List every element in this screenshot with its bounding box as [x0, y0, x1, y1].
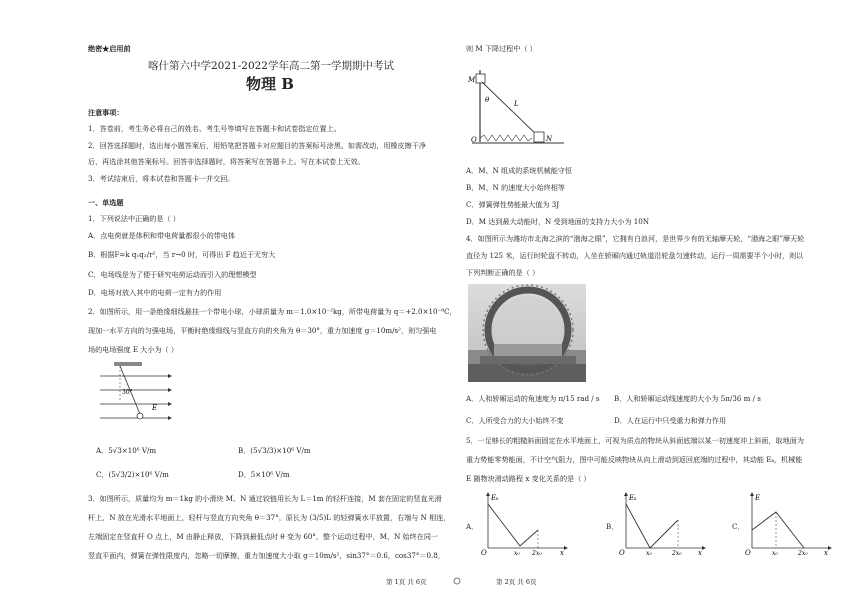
q2-line: 场的电场强度 E 大小为（ ） [88, 345, 178, 354]
q1-option-d: D．电场对放入其中的电荷一定有力的作用 [88, 288, 222, 297]
axis-origin: O [619, 549, 625, 556]
q1-option-c: C．电场线是为了便于研究电荷运动而引入的理想模型 [88, 270, 257, 279]
tick-x0: x₀ [772, 550, 778, 556]
tick-2x0: 2x₀ [672, 550, 682, 556]
tick-2x0: 2x₀ [532, 550, 542, 556]
q5-line: 重力势能零势能面，不计空气阻力，图中可能反映物块从向上滑动到返回底端的过程中，其动能 Eₖ，机械能 [466, 455, 803, 464]
field-label: E [152, 404, 158, 412]
light-rod [482, 82, 540, 138]
block-m [476, 74, 485, 83]
spring [480, 135, 532, 141]
q5-graph-c [744, 490, 834, 556]
q3-line: 竖直平面内，弹簧在弹性限度内，忽略一切摩擦，重力加速度大小取 g＝10m/s²，sin37°＝0.6，cos37°＝0.8， [88, 551, 445, 560]
q4-option-a: A．人和轿厢运动的角速度为 π/15 rad / s [466, 394, 600, 403]
q5-graph-a [480, 490, 570, 556]
axis-origin: O [745, 549, 751, 556]
q2-option-d: D．5×10⁶ V/m [238, 470, 290, 479]
axis-ek: Eₖ [629, 494, 637, 502]
q2-figure [96, 360, 176, 432]
axis-e: E [755, 494, 761, 502]
q4-option-c: C．人所受合力的大小始终不变 [466, 416, 564, 425]
q3-line: 杆上，N 放在光滑水平地面上，轻杆与竖直方向夹角 θ＝37°，原长为 (3/5)L 的轻弹簧水平放置，右端与 N 相连， [88, 513, 451, 522]
binding-circle-icon [452, 576, 462, 586]
page-number-2: 第 2页 共 6页 [496, 578, 537, 586]
label-l: L [514, 100, 519, 108]
axis-x: x [560, 549, 564, 556]
q4-line: 直径为 125 米，运行时轮盘不转动，人坐在轿厢内通过轨道沿轮盘匀速转动，运行一周需要半个小时，则以 [466, 251, 804, 260]
charged-ball [137, 413, 143, 419]
q1-stem: 1．下列说法中正确的是（ ） [88, 214, 180, 223]
tick-x0: x₀ [646, 550, 652, 556]
q5-option-b-label: B． [606, 522, 619, 531]
q3-option-d: D．M 达到最大动能时，N 受到地面的支持力大小为 10N [466, 217, 650, 226]
axis-x: x [824, 549, 828, 556]
q4-line: 下列判断正确的是（ ） [466, 268, 540, 277]
block-n [534, 132, 544, 142]
q1-option-b [88, 250, 275, 259]
note-item: 3．考试结束后，将本试卷和答题卡一并交回。 [88, 174, 235, 183]
page-number-1: 第 1页 共 6页 [386, 578, 427, 586]
note-item: 2．回答选择题时，选出每小题答案后，用铅笔把答题卡对应题目的答案标号涂黑。如需改动，用橡皮擦干净 [88, 141, 426, 150]
q5-option-a-label: A． [466, 522, 479, 531]
graph-a-line [488, 504, 538, 546]
q3-option-a: A．M、N 组成的系统机械能守恒 [466, 166, 572, 175]
axis-origin: O [481, 549, 487, 556]
q3-line: 则 M 下降过程中（ ） [466, 44, 537, 53]
label-n: N [546, 135, 553, 143]
q5-option-c-label: C． [732, 522, 745, 531]
axis-x: x [698, 549, 702, 556]
q4-option-b: B．人和轿厢运动线速度的大小为 5π/36 m / s [614, 394, 761, 403]
q3-figure [468, 66, 568, 150]
axis-ek: Eₖ [491, 494, 499, 502]
q5-graph-b [618, 490, 708, 556]
tick-2x0: 2x₀ [798, 550, 808, 556]
ceiling-hatch [114, 362, 142, 366]
q1-option-a: A．点电荷就是体积和带电荷量都很小的带电体 [88, 231, 235, 240]
q5-line: E 随物块滑动路程 x 变化关系的是（ ） [466, 474, 591, 483]
exam-title: 喀什第六中学2021-2022学年高二第一学期期中考试 [148, 60, 394, 72]
angle-label: 30° [122, 389, 133, 396]
q3-line: 3．如图所示，质量均为 m＝1kg 的小滑块 M、N 通过铰链用长为 L＝1m 的轻杆连接，M 套在固定的竖直光滑 [88, 494, 442, 503]
note-item: 后，再选涂其他答案标号。回答非选择题时，将答案写在答题卡上。写在本试卷上无效。 [88, 157, 365, 166]
q4-line: 4．如图所示为潍坊市北海之滨的“渤海之眼”，它拥有白浪河，是世界少有的无轴摩天轮，“渤海之眼”摩天轮 [466, 234, 805, 243]
section-heading: 一、单选题 [88, 198, 124, 207]
q2-option-b: B．(5√3/3)×10⁶ V/m [238, 446, 311, 455]
q1-b-formula: F=k q₁q₂/r² [114, 250, 156, 259]
q1-b-suffix: ，当 r→0 时，可得出 F 趋近于无穷大 [155, 250, 276, 259]
q2-option-c: C．(5√3/2)×10⁶ V/m [96, 470, 169, 479]
q2-line: 2．如图所示，用一条绝缘细线悬挂一个带电小球，小球质量为 m＝1.0×10⁻²kg，所带电荷量为 q＝+2.0×10⁻⁸C， [88, 307, 457, 316]
label-m: M [468, 76, 476, 84]
secret-label: 绝密★启用前 [88, 44, 131, 53]
q3-line: 左端固定在竖直杆 O 点上，M 由静止释放，下降到最低点时 θ 变为 60°，整个运动过程中，M、N 始终在同一 [88, 532, 439, 541]
tick-x0: x₀ [514, 550, 520, 556]
q2-option-a: A．5√3×10⁶ V/m [96, 446, 157, 455]
q4-option-d: D．人在运行中只受重力和弹力作用 [614, 416, 727, 425]
q2-line: 现加一水平方向的匀强电场，平衡时绝缘细线与竖直方向的夹角为 θ＝30°，重力加速度 g＝10m/s²，则匀强电 [88, 326, 437, 335]
ferris-wheel-photo [468, 284, 586, 382]
q3-option-c: C．弹簧弹性势能最大值为 3J [466, 200, 560, 209]
notes-heading: 注意事项： [88, 108, 124, 117]
q5-line: 5．一足够长的粗糙斜面固定在水平地面上，可视为质点的物块从斜面底端以某一初速度冲上斜面，取地面为 [466, 436, 804, 445]
q3-option-b: B．M、N 的速度大小始终相等 [466, 183, 565, 192]
label-o: O [471, 136, 477, 144]
note-item: 1．答卷前，考生务必将自己的姓名、考生号等填写在答题卡和试卷指定位置上。 [88, 124, 341, 133]
q1-b-prefix: B．根据 [88, 250, 115, 259]
label-theta: θ [485, 96, 490, 104]
subject-title: 物理 B [246, 75, 294, 93]
graph-c-line [752, 512, 804, 548]
graph-b-line [626, 504, 678, 548]
